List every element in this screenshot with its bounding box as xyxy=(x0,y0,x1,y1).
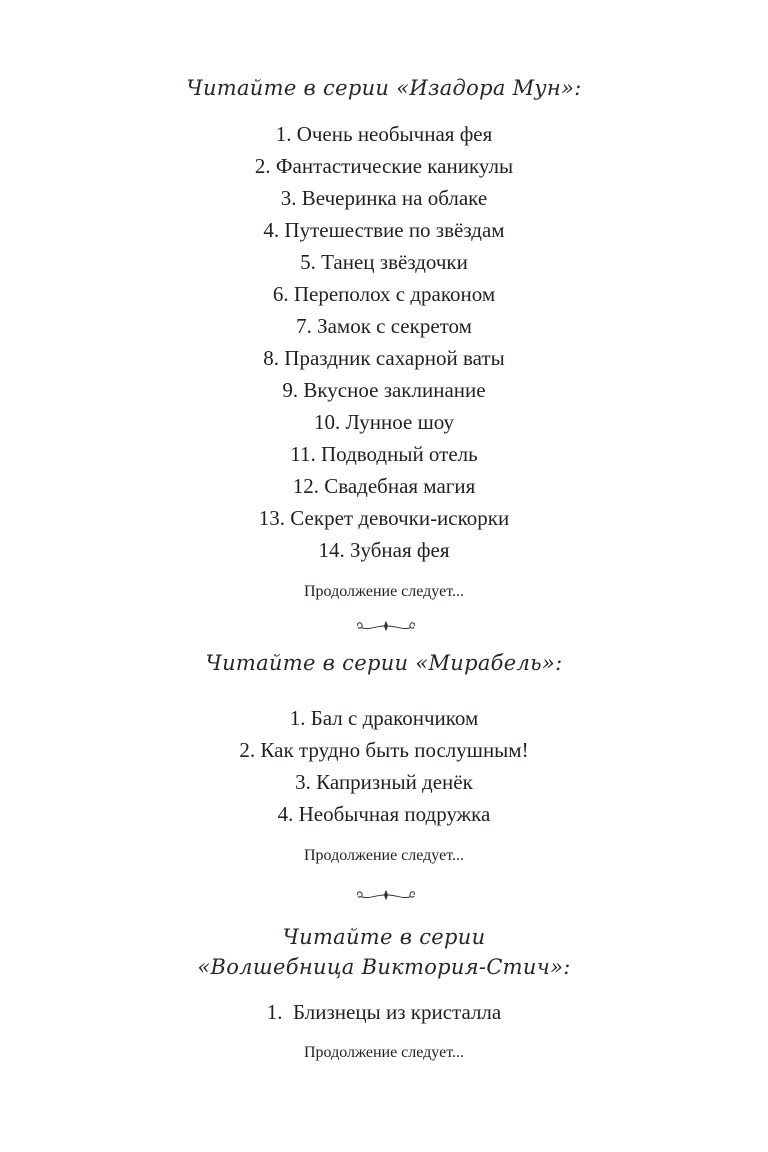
list-item: 2. Как трудно быть послушным! xyxy=(239,738,529,762)
list-item: 9. Вкусное заклинание xyxy=(282,378,486,402)
list-item: 1. Очень необычная фея xyxy=(275,122,493,146)
list-item: 14. Зубная фея xyxy=(318,538,450,562)
list-item: 3. Вечеринка на облаке xyxy=(280,186,488,210)
list-item: 3. Капризный денёк xyxy=(295,770,473,794)
flourish-ornament-icon xyxy=(354,617,418,635)
list-item: 5. Танец звёздочки xyxy=(300,250,468,274)
series-heading-mirabelle: Читайте в серии «Мирабель»: xyxy=(205,651,563,675)
list-item: 11. Подводный отель xyxy=(290,442,478,466)
list-item: 2. Фантастические каникулы xyxy=(254,154,514,178)
series-heading-victoria-stitch-line2: «Волшебница Виктория-Стич»: xyxy=(197,955,571,979)
series-heading-victoria-stitch-line1: Читайте в серии xyxy=(282,925,486,949)
continuation-text: Продолжение следует... xyxy=(304,1044,464,1061)
series-heading-isadora-moon: Читайте в серии «Изадора Мун»: xyxy=(186,76,582,100)
continuation-text: Продолжение следует... xyxy=(304,847,464,864)
list-item: 7. Замок с секретом xyxy=(296,314,472,338)
list-item: 4. Необычная подружка xyxy=(277,802,491,826)
continuation-text: Продолжение следует... xyxy=(304,583,464,600)
list-item: 4. Путешествие по звёздам xyxy=(263,218,505,242)
list-item: 1. Бал с дракончиком xyxy=(289,706,479,730)
list-item: 8. Праздник сахарной ваты xyxy=(263,346,505,370)
list-item: 13. Секрет девочки-искорки xyxy=(258,506,510,530)
list-item: 6. Переполох с драконом xyxy=(272,282,496,306)
list-item: 12. Свадебная магия xyxy=(292,474,476,498)
flourish-ornament-icon xyxy=(354,886,418,904)
list-item: 10. Лунное шоу xyxy=(314,410,454,434)
list-item: 1. Близнецы из кристалла xyxy=(266,1000,502,1024)
